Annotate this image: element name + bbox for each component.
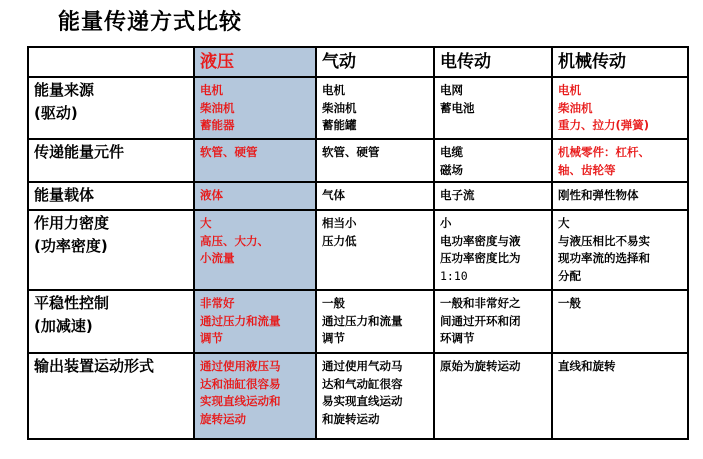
header-electric: 电传动: [434, 47, 552, 77]
cell-hydraulic: 通过使用液压马 达和油缸很容易 实现直线运动和 旋转运动: [194, 353, 316, 439]
row-label: 作用力密度 (功率密度): [28, 210, 194, 290]
cell-electric: 一般和非常好之 间通过开环和闭 环调节: [434, 290, 552, 353]
row-output-motion: [28, 353, 688, 439]
cell-pneumatic: 软管、硬管: [316, 139, 434, 182]
cell-mechanical: 刚性和弹性物体: [552, 182, 688, 210]
cell-electric: 电缆 磁场: [434, 139, 552, 182]
comparison-table: [27, 46, 689, 440]
cell-electric: 原始为旋转运动: [434, 353, 552, 439]
cell-hydraulic: 液体: [194, 182, 316, 210]
header-row: [28, 47, 688, 77]
cell-mechanical: 大 与液压相比不易实 现功率流的选择和 分配: [552, 210, 688, 290]
cell-pneumatic: 电机 柴油机 蓄能罐: [316, 77, 434, 139]
cell-hydraulic: 大 高压、大力、 小流量: [194, 210, 316, 290]
cell-hydraulic: 软管、硬管: [194, 139, 316, 182]
cell-pneumatic: 相当小 压力低: [316, 210, 434, 290]
cell-pneumatic: 气体: [316, 182, 434, 210]
cell-hydraulic: 非常好 通过压力和流量 调节: [194, 290, 316, 353]
cell-pneumatic: 一般 通过压力和流量 调节: [316, 290, 434, 353]
page-title: 能量传递方式比较: [58, 10, 243, 35]
cell-hydraulic: 电机 柴油机 蓄能器: [194, 77, 316, 139]
header-mechanical: 机械传动: [552, 47, 688, 77]
row-label: 能量载体: [28, 182, 194, 210]
cell-mechanical: 直线和旋转: [552, 353, 688, 439]
header-hydraulic: 液压: [194, 47, 316, 77]
header-corner-cell: [28, 47, 194, 77]
cell-pneumatic: 通过使用气动马 达和气动缸很容 易实现直线运动 和旋转运动: [316, 353, 434, 439]
row-force-density: [28, 210, 688, 290]
header-pneumatic: 气动: [316, 47, 434, 77]
row-smoothness-control: [28, 290, 688, 353]
cell-mechanical: 机械零件：杠杆、 轴、齿轮等: [552, 139, 688, 182]
row-label: 平稳性控制 (加减速): [28, 290, 194, 353]
row-label: 能量来源 (驱动): [28, 77, 194, 139]
row-label: 输出装置运动形式: [28, 353, 194, 439]
cell-electric: 小 电功率密度与液 压功率密度比为 1:10: [434, 210, 552, 290]
cell-mechanical: 一般: [552, 290, 688, 353]
cell-mechanical: 电机 柴油机 重力、拉力(弹簧): [552, 77, 688, 139]
row-label: 传递能量元件: [28, 139, 194, 182]
row-energy-source: [28, 77, 688, 139]
cell-electric: 电子流: [434, 182, 552, 210]
row-energy-carrier: [28, 182, 688, 210]
cell-electric: 电网 蓄电池: [434, 77, 552, 139]
row-transfer-element: [28, 139, 688, 182]
